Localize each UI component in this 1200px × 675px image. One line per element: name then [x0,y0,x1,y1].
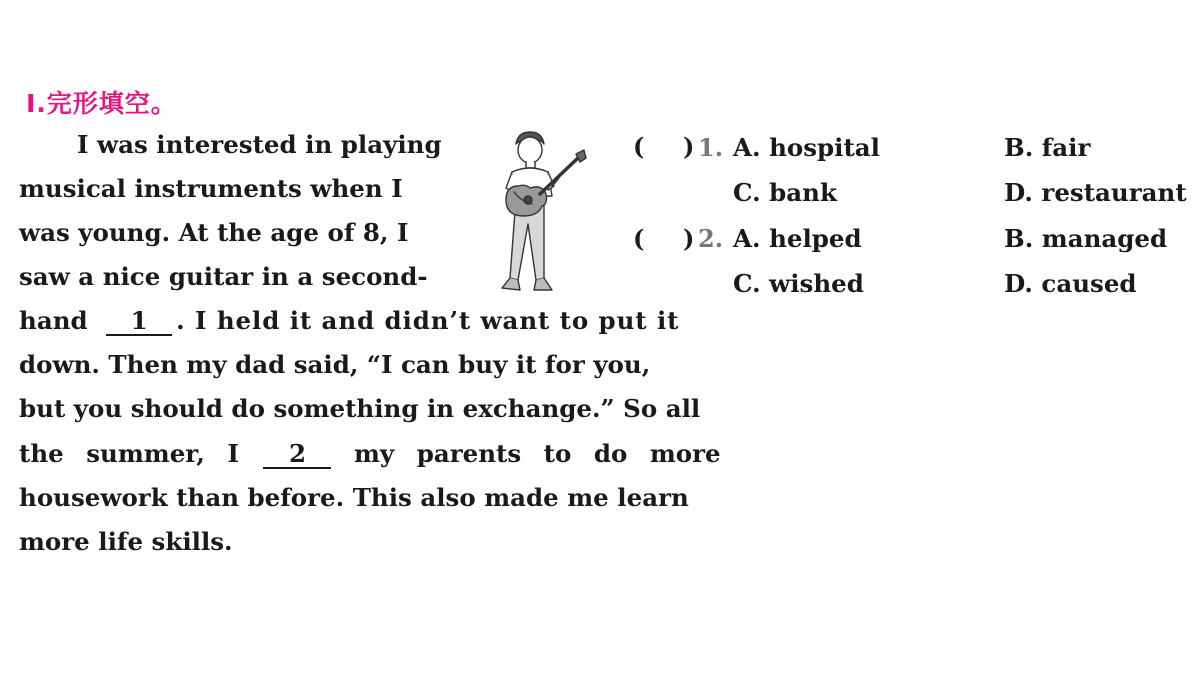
question-number-2: 2. [698,224,724,253]
passage-line-10: more life skills. [19,527,233,556]
option-2a[interactable]: A. helped [733,224,862,253]
option-2b[interactable]: B. managed [1004,224,1168,253]
passage-line-4: saw a nice guitar in a second- [19,262,428,291]
passage-line-7: but you should do something in exchange.” So all [19,394,701,423]
option-1d[interactable]: D. restaurant [1004,178,1187,207]
passage-line-8-start: the summer, I [19,439,239,468]
answer-paren-close-1: ) [683,132,695,161]
passage-line-5-start: hand [19,306,88,335]
option-2c[interactable]: C. wished [733,269,864,298]
passage-line-1: I was interested in playing [77,130,442,159]
answer-paren-close-2: ) [683,224,695,253]
section-heading: Ⅰ.完形填空。 [26,89,177,118]
question-number-1: 1. [698,133,724,162]
option-2d[interactable]: D. caused [1004,269,1137,298]
blank-1[interactable]: 1 [106,308,172,336]
passage-line-8 [19,439,721,469]
passage-line-8-end: my parents to do more [354,439,721,468]
passage-line-5 [19,306,680,336]
passage-line-6: down. Then my dad said, “I can buy it for you, [19,350,651,379]
option-1b[interactable]: B. fair [1004,133,1091,162]
passage-line-2: musical instruments when I [19,174,403,203]
passage-line-3: was young. At the age of 8, I [19,218,409,247]
answer-paren-open-2: ( [633,224,645,253]
blank-2[interactable]: 2 [263,441,331,469]
passage-line-5-end: . I held it and didn’t want to put it [176,306,680,335]
passage-line-9: housework than before. This also made me learn [19,483,689,512]
answer-paren-open-1: ( [633,132,645,161]
guitar-player-illustration [488,128,588,300]
option-1a[interactable]: A. hospital [733,133,880,162]
option-1c[interactable]: C. bank [733,178,837,207]
